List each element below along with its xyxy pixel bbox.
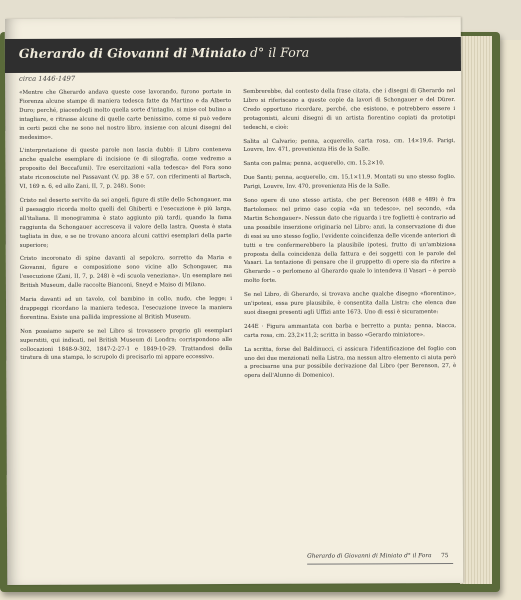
paragraph: Cristo nel deserto servito da sei angeli, figure di stile dello Schongauer, ma il paesaggio ricorda molto quelli del Ghiberti e l'esecuzione è più larga, all'italiana. Il monogramma è stato aggiunto più tardi, quando la fama raggiunta da Schongauer accresceva il valore della lastra. Questa è stata tagliata in due, e se ne trovano ancora alcuni cattivi esemplari della parte superiore; [19, 196, 232, 249]
page-footer [7, 553, 463, 565]
page-title [19, 45, 309, 61]
paragraph: L'interpretazione di queste parole non lascia dubbi: il Libro conteneva anche qualche esemplare di incisione (e di silografia, come vedremo a proposito del Beccafumi). Tre esercitazioni «alla tedesca» del Fora sono state riconosciute nel Passavant (V, pp. 38 e 57, con riferimenti al Bartsch, VI, 169 n. 6, ed allo Zani, II, 7, p. 248). Sono: [19, 147, 232, 190]
title-suffix: d° il Fora [250, 44, 310, 60]
paragraph: «Mentre che Gherardo andava queste cose lavorando, furono portate in Fiorenza alcune stampe di maniera tedesca fatte da Martino e da Alberto Duro; perché, piacendogli molto quella sorte d'intaglio, si mise col bulino a intagliare, e ritrasse alcune di quelle carte benissimo, come si può vedere in certi pezzi che ne sono nel nostro libro, insieme con alcuni disegni del medesimo». [19, 89, 232, 141]
paragraph: Sembrerebbe, dal contesto della frase citata, che i disegni di Gherardo nel Libro si riferiscano a queste copie da lavori di Schongauer e del Dürer. Credo opportuno ricordare, perché, che esistono, e potrebbero essere i protagonisti, alcuni disegni di un artista fiorentino copiati da prototipi tedeschi, e cioè: [243, 88, 456, 131]
catalog-entry: Due Santi; penna, acquerello, cm. 15,1×11,9. Montati su uno stesso foglio. Parigi, Louvre, Inv. 470, provenienza His de la Salle. [243, 174, 456, 191]
catalog-entry: Santa con palma; penna, acquerello, cm. 15,2×10. [243, 160, 385, 168]
paragraph: Non possiamo sapere se nel Libro si trovassero proprio gli esemplari superstiti, qui indicati, nel British Museum di Londra; corrispondono alle collocazioni 1848-9-302, 1847-2-27-1 e 1849-10-29. Trattandosi della tiratura di una stampa, lo scrupolo di precisarlo mi appare eccessivo. [20, 327, 233, 362]
page-number: 75 [441, 553, 449, 560]
paragraph: Maria davanti ad un tavolo, col bambino in collo, nudo, che legge; i drappeggi ricordano la maniera tedesca, l'esecuzione invece la maniera fiorentina. Esiste una pallida impressione al British Museum. [19, 296, 233, 321]
book-page [5, 17, 463, 585]
title-name: Gherardo di Giovanni di Miniato [18, 44, 247, 61]
page-subtitle: circa 1446-1497 [19, 74, 76, 83]
catalog-entry: 244E · Figura ammantata con barba e berretto a punta; penna, biacca, carta rosa, cm. 23,2×11,2; scritta in basso «Gerardo miniatore». [244, 322, 457, 339]
paragraph: Se nel Libro, di Gherardo, si trovava anche qualche disegno «fiorentino», un'ipotesi, essa pure plausibile, è consentita dalla Listra: che elenca due suoi disegni presenti agli Uffizi ante 1673. Uno di essi è sicuramente: [243, 291, 457, 316]
page-header-band [5, 37, 461, 73]
catalog-entry: Salita al Calvario; penna, acquerello, carta rosa, cm. 14×19,6. Parigi, Louvre, Inv. 471, provenienza His de la Salle. [243, 137, 456, 154]
paragraph: Sono opere di uno stesso artista, che per Berenson (488 e 489) è fra Bartolomeo: nel primo caso copia «da un tedesco», nel secondo, «da Martin Schongauer». Nessun dato che riguarda i tre foglietti è contrario ad una possibile inserzione originaria nel Libro; anzi, la conservazione di due di essi su uno stesso foglio, l'evidente coincidenza delle vicende anteriori di tutti e tre confermerebbero la plausibile ipotesi, frutto di un'ambiziosa proposta della coincidenza della fattura e dei soggetti con le parole del Vasari. La tentazione di pensare che il gruppetto di opere sia da riferire a Gherardo – o perlomeno al Gherardo quale lo intendeva il Vasari – è perciò molto forte. [243, 197, 456, 285]
paragraph: La scritta, forse del Baldinucci, ci assicura l'identificazione del foglio con uno dei due menzionati nella Listra, ma nessun altro elemento ci aiuta però a precisarne una pur possibile derivazione dal Libro (per Berenson, 27, è opera dell'Alunno di Domenico). [244, 345, 457, 380]
left-column [19, 88, 232, 368]
page-edges [460, 36, 492, 584]
paragraph: Cristo incoronato di spine davanti al sepolcro, sorretto da Maria e Giovanni, figure e composizione sono vicine allo Schongauer, ma l'esecuzione (Zani, II, 7, p. 248) è «di scuola veneziana». Un esemplare nei British Museum, dalle raccolte Bianconi, Sneyd e Maiso di Milano. [19, 255, 232, 290]
running-title: Gherardo di Giovanni di Miniato d° il Fora [307, 553, 432, 560]
right-column [243, 87, 456, 386]
